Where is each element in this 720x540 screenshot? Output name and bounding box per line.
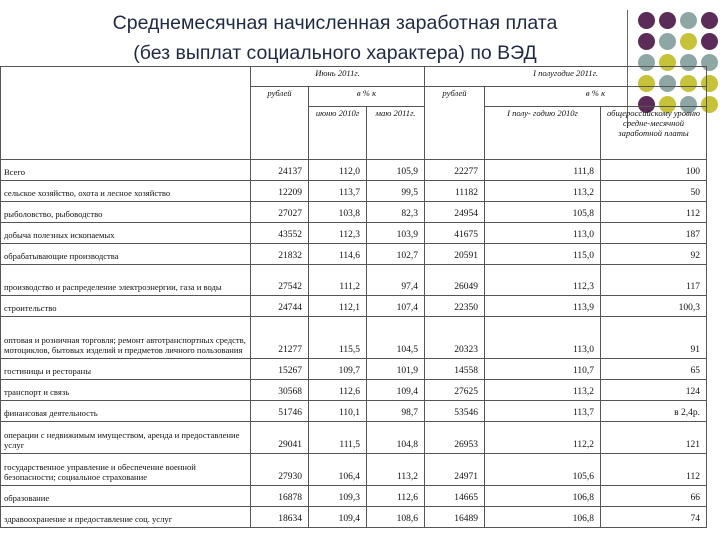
table-row: [1, 486, 707, 507]
table-row: [1, 454, 707, 486]
page-subtitle: (без выплат социального характера) по ВЭД: [133, 42, 537, 64]
table-row: [1, 265, 707, 296]
cell-half-pct: 112,2: [485, 422, 601, 454]
cell-rub: 15267: [251, 359, 309, 380]
header-june-2011: Июнь 2011г.: [251, 67, 425, 87]
cell-rub: 43552: [251, 223, 309, 244]
row-label: транспорт и связь: [1, 380, 251, 401]
cell-june-pct: 115,5: [309, 317, 367, 359]
cell-half-rub: 53546: [425, 401, 485, 422]
cell-half-rub: 11182: [425, 181, 485, 202]
row-label: обрабатывающие производства: [1, 244, 251, 265]
cell-may-pct: 104,5: [367, 317, 425, 359]
cell-avg-pct: 112: [601, 202, 707, 223]
decor-dot: [701, 12, 718, 29]
cell-may-pct: 104,8: [367, 422, 425, 454]
decor-dot: [659, 33, 676, 50]
cell-half-rub: 24971: [425, 454, 485, 486]
cell-may-pct: 113,2: [367, 454, 425, 486]
cell-june-pct: 109,7: [309, 359, 367, 380]
cell-half-pct: 113,2: [485, 380, 601, 401]
header-half-2011: I полугодие 2011г.: [425, 67, 707, 87]
cell-half-rub: 24954: [425, 202, 485, 223]
cell-half-rub: 20591: [425, 244, 485, 265]
cell-may-pct: 98,7: [367, 401, 425, 422]
table-row: [1, 380, 707, 401]
cell-june-pct: 109,3: [309, 486, 367, 507]
header-blank: [1, 67, 251, 87]
row-label: добыча полезных ископаемых: [1, 223, 251, 244]
cell-half-rub: 14665: [425, 486, 485, 507]
header-blank: [425, 107, 485, 160]
header-avg-level: общероссийскому уровню средне-месячной заработной платы: [601, 107, 707, 160]
row-label: гостиницы и рестораны: [1, 359, 251, 380]
cell-rub: 29041: [251, 422, 309, 454]
cell-may-pct: 112,6: [367, 486, 425, 507]
cell-half-pct: 111,8: [485, 160, 601, 181]
table-row: [1, 223, 707, 244]
header-blank: [1, 87, 251, 107]
cell-avg-pct: 100: [601, 160, 707, 181]
row-label: государственное управление и обеспечение военной безопасности; социальное страхование: [1, 454, 251, 486]
table-row: [1, 401, 707, 422]
cell-avg-pct: 65: [601, 359, 707, 380]
row-label: сельское хозяйство, охота и лесное хозяйство: [1, 181, 251, 202]
cell-avg-pct: 187: [601, 223, 707, 244]
table-row: [1, 202, 707, 223]
cell-avg-pct: 92: [601, 244, 707, 265]
table-row: [1, 244, 707, 265]
cell-may-pct: 109,4: [367, 380, 425, 401]
cell-half-pct: 105,8: [485, 202, 601, 223]
cell-avg-pct: 100,3: [601, 296, 707, 317]
header-blank: [251, 107, 309, 160]
decor-dot: [659, 12, 676, 29]
row-label: финансовая деятельность: [1, 401, 251, 422]
cell-rub: 27930: [251, 454, 309, 486]
cell-half-pct: 106,8: [485, 486, 601, 507]
cell-rub: 27542: [251, 265, 309, 296]
cell-avg-pct: в 2,4р.: [601, 401, 707, 422]
cell-may-pct: 82,3: [367, 202, 425, 223]
cell-avg-pct: 117: [601, 265, 707, 296]
cell-june-pct: 109,4: [309, 507, 367, 528]
header-rub-june: рублей: [251, 87, 309, 107]
cell-rub: 24137: [251, 160, 309, 181]
cell-avg-pct: 74: [601, 507, 707, 528]
cell-june-pct: 112,6: [309, 380, 367, 401]
cell-rub: 24744: [251, 296, 309, 317]
cell-half-rub: 16489: [425, 507, 485, 528]
decor-dot: [638, 33, 655, 50]
row-label: образование: [1, 486, 251, 507]
cell-half-pct: 113,0: [485, 317, 601, 359]
row-label: рыболовство, рыбоводство: [1, 202, 251, 223]
page-title: Среднемесячная начисленная заработная плата: [112, 12, 558, 34]
cell-rub: 27027: [251, 202, 309, 223]
header-blank: [1, 107, 251, 160]
header-rub-half: рублей: [425, 87, 485, 107]
cell-half-rub: 41675: [425, 223, 485, 244]
table-row: [1, 160, 707, 181]
cell-may-pct: 102,7: [367, 244, 425, 265]
cell-june-pct: 112,3: [309, 223, 367, 244]
header-may-2011: маю 2011г.: [367, 107, 425, 160]
cell-rub: 21277: [251, 317, 309, 359]
cell-avg-pct: 50: [601, 181, 707, 202]
decor-dot: [680, 12, 697, 29]
header-june-2010: июню 2010г: [309, 107, 367, 160]
row-label: оптовая и розничная торговля; ремонт автотранспортных средств, мотоциклов, бытовых изделий и предметов личного пользования: [1, 317, 251, 359]
decor-dot: [701, 33, 718, 50]
cell-june-pct: 111,5: [309, 422, 367, 454]
cell-avg-pct: 91: [601, 317, 707, 359]
cell-half-rub: 22350: [425, 296, 485, 317]
cell-half-rub: 22277: [425, 160, 485, 181]
cell-rub: 51746: [251, 401, 309, 422]
row-label: Всего: [1, 160, 251, 181]
cell-rub: 30568: [251, 380, 309, 401]
cell-half-pct: 106,8: [485, 507, 601, 528]
cell-rub: 12209: [251, 181, 309, 202]
cell-may-pct: 107,4: [367, 296, 425, 317]
cell-half-pct: 110,7: [485, 359, 601, 380]
header-pct-june: в % к: [309, 87, 425, 107]
cell-may-pct: 103,9: [367, 223, 425, 244]
cell-may-pct: 108,6: [367, 507, 425, 528]
decor-dot: [680, 33, 697, 50]
cell-rub: 16878: [251, 486, 309, 507]
cell-half-pct: 112,3: [485, 265, 601, 296]
cell-half-rub: 14558: [425, 359, 485, 380]
cell-june-pct: 106,4: [309, 454, 367, 486]
cell-half-rub: 26953: [425, 422, 485, 454]
salary-table: [0, 66, 707, 528]
cell-half-pct: 113,0: [485, 223, 601, 244]
row-label: производство и распределение электроэнергии, газа и воды: [1, 265, 251, 296]
cell-half-pct: 115,0: [485, 244, 601, 265]
cell-avg-pct: 66: [601, 486, 707, 507]
cell-rub: 18634: [251, 507, 309, 528]
table-row: [1, 507, 707, 528]
cell-may-pct: 99,5: [367, 181, 425, 202]
cell-may-pct: 101,9: [367, 359, 425, 380]
cell-june-pct: 112,1: [309, 296, 367, 317]
cell-half-pct: 113,9: [485, 296, 601, 317]
cell-june-pct: 110,1: [309, 401, 367, 422]
cell-may-pct: 97,4: [367, 265, 425, 296]
cell-half-pct: 113,7: [485, 401, 601, 422]
cell-june-pct: 113,7: [309, 181, 367, 202]
row-label: строительство: [1, 296, 251, 317]
table-row: [1, 422, 707, 454]
table-row: [1, 359, 707, 380]
cell-may-pct: 105,9: [367, 160, 425, 181]
header-half-2010: I полу- годию 2010г: [485, 107, 601, 160]
cell-june-pct: 112,0: [309, 160, 367, 181]
cell-june-pct: 114,6: [309, 244, 367, 265]
decor-dot: [638, 12, 655, 29]
row-label: операции с недвижимым имуществом, аренда и предоставление услуг: [1, 422, 251, 454]
cell-avg-pct: 121: [601, 422, 707, 454]
table-row: [1, 181, 707, 202]
cell-june-pct: 103,8: [309, 202, 367, 223]
cell-rub: 21832: [251, 244, 309, 265]
cell-half-rub: 20323: [425, 317, 485, 359]
table-row: [1, 296, 707, 317]
cell-june-pct: 111,2: [309, 265, 367, 296]
row-label: здравоохранение и предоставление соц. услуг: [1, 507, 251, 528]
cell-half-pct: 113,2: [485, 181, 601, 202]
cell-half-pct: 105,6: [485, 454, 601, 486]
cell-half-rub: 27625: [425, 380, 485, 401]
cell-avg-pct: 124: [601, 380, 707, 401]
header-pct-half: в % к: [485, 87, 707, 107]
table-row: [1, 317, 707, 359]
cell-half-rub: 26049: [425, 265, 485, 296]
cell-avg-pct: 112: [601, 454, 707, 486]
